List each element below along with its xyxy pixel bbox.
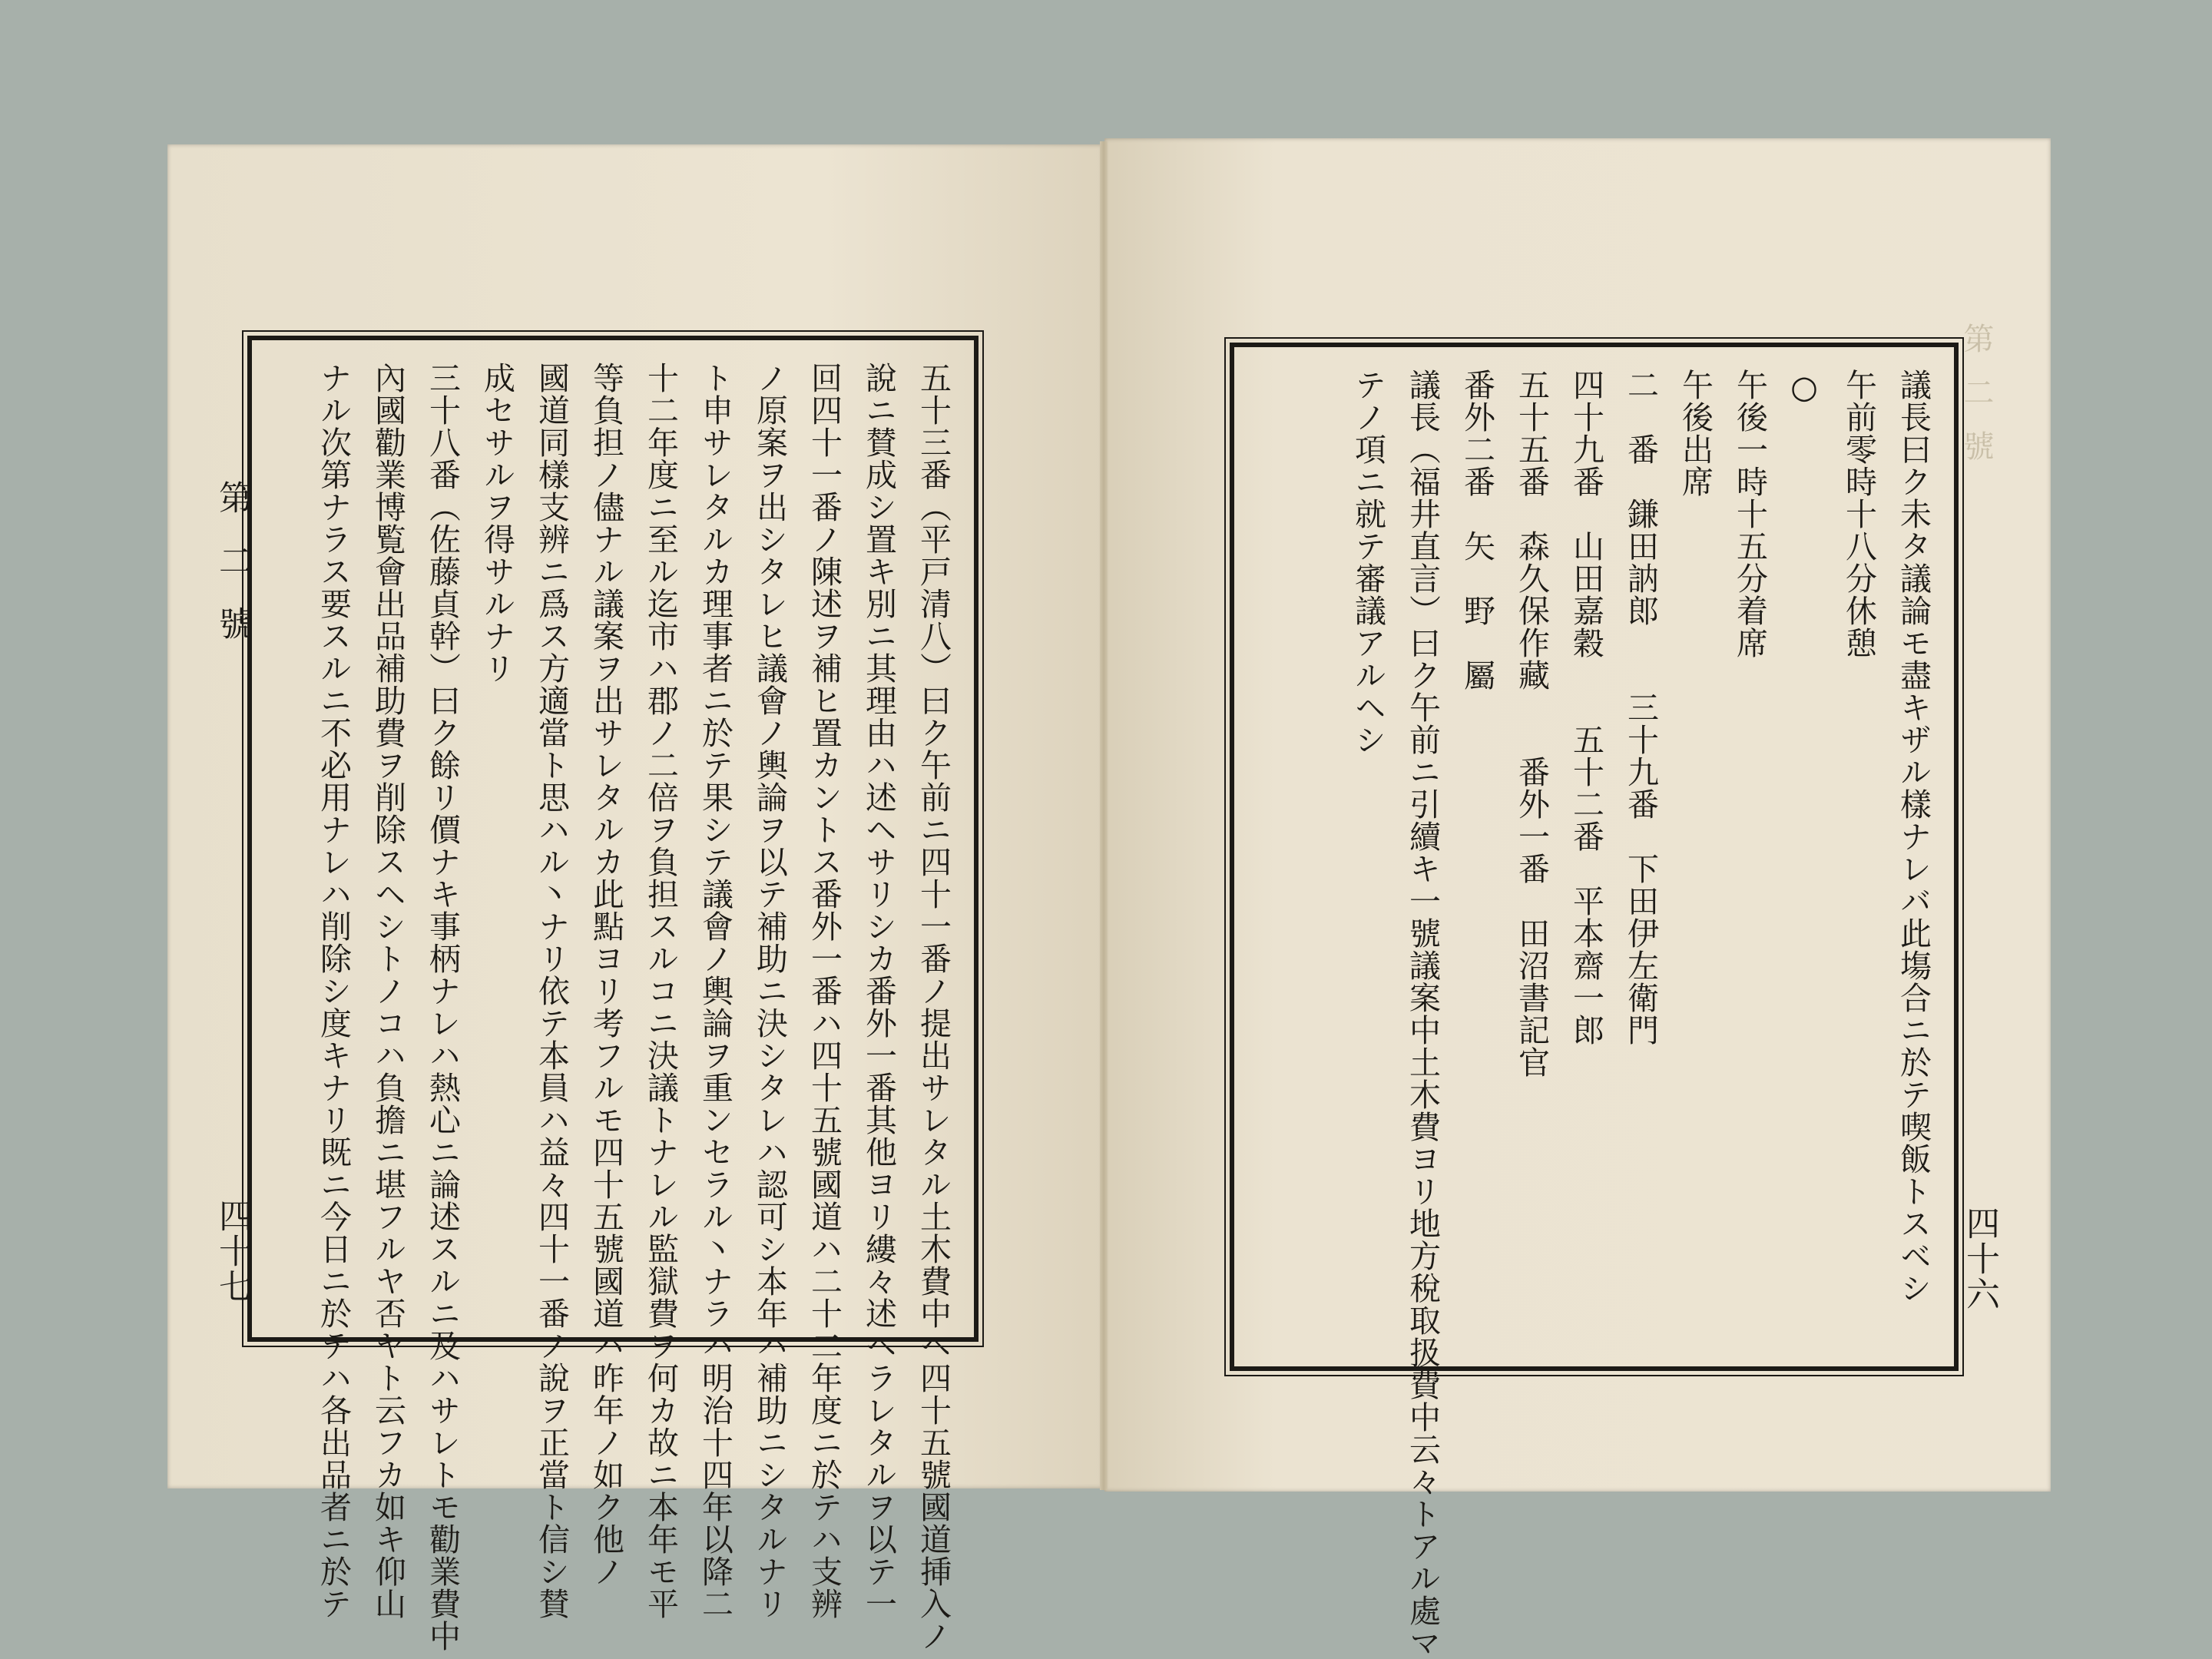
attendee-column: 四十九番 山田嘉穀 五十二番 平本齋一郎 [1568, 369, 1604, 1046]
bleed-through-title: 第二號 [1959, 323, 1994, 484]
text-column: 午後一時十五分着席 [1731, 369, 1768, 659]
text-column: ノ原案ヲ出シタレヒ議會ノ輿論ヲ以テ補助ニ決シタレハ認可シ本年ハ補助ニシタルナリ [751, 362, 788, 1620]
text-column: 成セサルヲ得サルナリ [478, 362, 515, 684]
left-text-body [306, 362, 960, 1652]
attendee-column: 二 番 鎌田訥郎 三十九番 下田伊左衛門 [1622, 369, 1659, 1046]
text-column: 內國勸業博覧會出品補助費ヲ削除スヘシトノコハ負擔ニ堪フルヤ否ヤト云フカ如キ仰山 [369, 362, 406, 1620]
text-column: 午後出席 [1677, 369, 1714, 498]
text-column: 國道同樣支辨ニ爲ス方適當ト思ハル丶ナリ依テ本員ハ益々四十一番ノ說ヲ正當ト信シ賛 [533, 362, 570, 1620]
text-column: 說ニ賛成シ置キ別ニ其理由ハ述ヘサリシカ番外一番其他ヨリ縷々述ヘラレタルヲ以テ一 [860, 362, 897, 1620]
text-column: ナル次第ナラス要スルニ不必用ナレハ削除シ度キナリ既ニ今日ニ於テハ各出品者ニ於テ [315, 362, 352, 1620]
text-column: 回四十一番ノ陳述ヲ補ヒ置カントス番外一番ハ四十五號國道ハ二十二年度ニ於テハ支辨 [806, 362, 843, 1620]
text-column: テノ項ニ就テ審議アルヘシ [1349, 369, 1386, 756]
text-column: 十二年度ニ至ル迄市ハ郡ノ二倍ヲ負担スルコニ決議トナレル監獄費ヲ何カ故ニ本年モ平 [642, 362, 679, 1620]
text-column: 等負担ノ儘ナル議案ヲ出サレタルカ此點ヨリ考フルモ四十五號國道ハ昨年ノ如ク他ノ [588, 362, 624, 1588]
running-title: 第二號 [213, 480, 252, 669]
text-column: 午前零時十八分休憩 [1840, 369, 1877, 659]
right-page-number: 四十六 [1960, 1206, 1999, 1312]
text-column: 議長曰ク未タ議論モ盡キザル樣ナレバ此塲合ニ於テ喫飯トスベシ [1895, 369, 1932, 1304]
text-column: ト申サレタルカ理事者ニ於テ果シテ議會ノ輿論ヲ重ンセラル丶ナラハ明治十四年以降二 [697, 362, 733, 1620]
right-text-frame [1230, 343, 1959, 1659]
section-mark: ○ [1786, 369, 1823, 406]
text-column: 議長（福井直言）曰ク午前ニ引續キ一號議案中土木費ヨリ地方稅取扱費中云々トアル處マ [1404, 369, 1441, 1659]
attendee-column: 番外二番 矢 野 屬 [1459, 369, 1495, 691]
book-gutter [1100, 141, 1108, 1490]
text-column: 三十八番（佐藤貞幹）曰ク餘リ價ナキ事柄ナレハ熱心ニ論述スルニ及ハサレトモ勸業費中 [424, 362, 461, 1652]
text-column: 五十三番（平戸清八）曰ク午前ニ四十一番ノ提出サレタル土木費中ヘ四十五號國道挿入ノ [915, 362, 952, 1652]
left-text-frame [247, 336, 979, 1652]
attendee-column: 五十五番 森久保作藏 番外一番 田沼書記官 [1513, 369, 1550, 1078]
left-page-number: 四十七 [213, 1198, 252, 1304]
right-text-body [1340, 369, 1940, 1659]
